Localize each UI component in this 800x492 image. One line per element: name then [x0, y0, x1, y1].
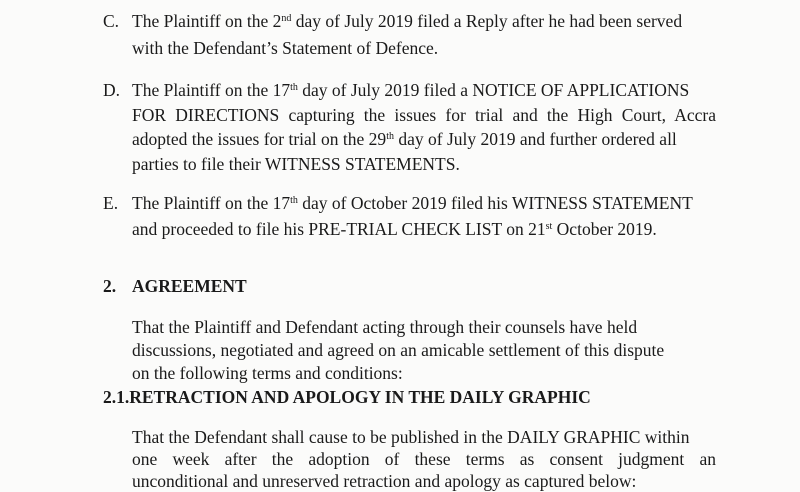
section-2-1-para-line-1: That the Defendant shall cause to be published in the DAILY GRAPHIC within: [132, 427, 690, 447]
item-e-line-1: The Plaintiff on the 17th day of October 2019 filed his WITNESS STATEMENT: [132, 193, 693, 213]
section-2-heading: AGREEMENT: [132, 276, 247, 296]
item-e-line-2: and proceeded to file his PRE-TRIAL CHECK LIST on 21st October 2019.: [132, 219, 657, 239]
section-2-1-para-line-3: unconditional and unreserved retraction and apology as captured below:: [132, 471, 637, 491]
section-2-number: 2.: [103, 276, 117, 296]
item-d-line-3: adopted the issues for trial on the 29th day of July 2019 and further ordered all: [132, 129, 677, 149]
item-e-marker: E.: [103, 193, 119, 213]
item-c-line-1: The Plaintiff on the 2nd day of July 2019 filed a Reply after he had been served: [132, 11, 683, 31]
item-d-marker: D.: [103, 80, 121, 100]
item-c-line-2: with the Defendant’s Statement of Defence.: [132, 38, 439, 58]
item-d-line-2: FOR DIRECTIONS capturing the issues for trial and the High Court, Accra: [132, 105, 716, 125]
section-2-para-line-3: on the following terms and conditions:: [132, 363, 403, 383]
section-2-para-line-1: That the Plaintiff and Defendant acting through their counsels have held: [132, 317, 638, 337]
item-d-line-1: The Plaintiff on the 17th day of July 2019 filed a NOTICE OF APPLICATIONS: [132, 80, 690, 100]
section-2-1-para-line-2: one week after the adoption of these terms as consent judgment an: [132, 449, 716, 469]
section-2-1-heading: 2.1.RETRACTION AND APOLOGY IN THE DAILY GRAPHIC: [103, 387, 591, 407]
section-2-para-line-2: discussions, negotiated and agreed on an amicable settlement of this dispute: [132, 340, 665, 360]
item-d-line-4: parties to file their WITNESS STATEMENTS.: [132, 154, 460, 174]
item-c-marker: C.: [103, 11, 120, 31]
